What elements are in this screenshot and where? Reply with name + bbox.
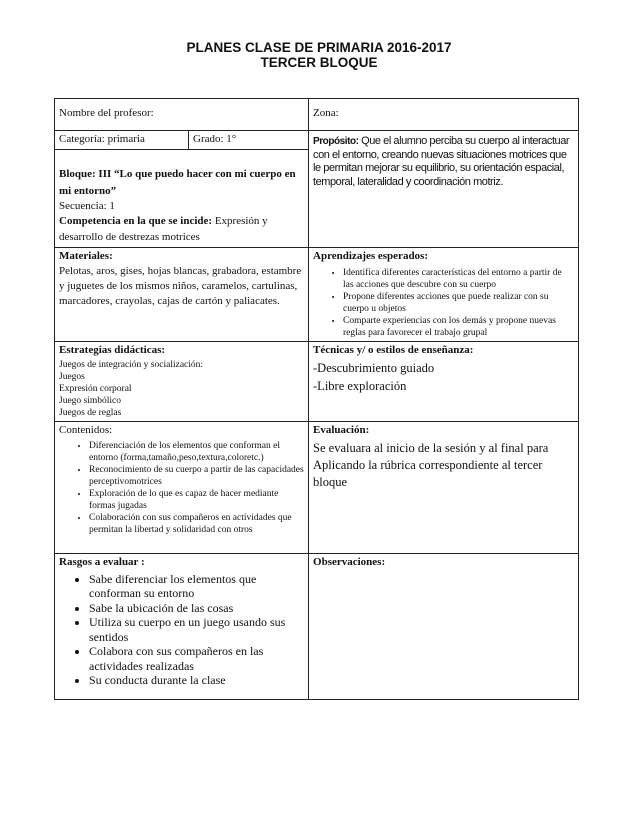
estrategia-line: Juego simbólico	[59, 396, 122, 406]
list-item: • Comparte experiencias con los demás y propone nuevas reglas para favorecer el trabajo grupal	[343, 315, 574, 339]
cell-evaluacion	[309, 422, 579, 554]
list-item: • Utiliza su cuerpo en un juego usando sus sentidos	[89, 615, 304, 644]
estrategia-line: Juegos de integración y socialización:	[59, 360, 204, 370]
list-item: • Propone diferentes acciones que puede realizar con su cuerpo u objetos	[343, 291, 574, 315]
estrategias-label: Estrategias didácticas:	[59, 343, 166, 356]
row-categoria	[55, 131, 579, 150]
list-item: • Colabora con sus compañeros en las actividades realizadas	[89, 644, 304, 673]
evaluacion-text: Se evaluara al inicio de la sesión y al final para Aplicando la rúbrica correspondiente al tercer bloque	[313, 440, 549, 489]
lesson-plan-table	[54, 98, 579, 700]
list-item: • Sabe la ubicación de las cosas	[89, 601, 304, 616]
evaluacion-label: Evaluación:	[313, 424, 370, 436]
proposito-text: Que el alumno perciba su cuerpo al interactuar con el entorno, creando nuevas situaciones motrices que le permitan mejorar su equilibrio, su orientación espacial, temporal, lateralidad y coordinación motriz.	[313, 135, 570, 188]
rasgos-list	[59, 572, 304, 688]
proposito-label: Propósito:	[313, 136, 359, 147]
cell-tecnicas	[309, 341, 579, 422]
estrategia-line: Expresión corporal	[59, 384, 132, 394]
row-profesor-zona	[55, 99, 579, 131]
grado-text: Grado: 1°	[193, 133, 237, 145]
list-item: • Colaboración con sus compañeros en actividades que permitan la libertad y solidaridad con otros	[89, 512, 304, 536]
list-item: • Sabe diferenciar los elementos que conforman su entorno	[89, 572, 304, 601]
cell-bloque	[55, 149, 309, 248]
row-materiales	[55, 248, 579, 342]
materiales-text: Pelotas, aros, gises, hojas blancas, grabadora, estambre y juguetes de los mismos niños, caramelos, cartulinas, marcadores, crayolas, cajas de cartón y paliacates.	[59, 264, 302, 307]
competencia-label: Competencia en la que se incide:	[59, 215, 213, 227]
cell-zona	[309, 99, 579, 131]
cell-rasgos	[55, 554, 309, 700]
observaciones-label: Observaciones:	[313, 556, 386, 568]
document-title: PLANES CLASE DE PRIMARIA 2016-2017	[186, 40, 452, 55]
tecnica-line: -Descubrimiento guiado	[313, 361, 435, 375]
zona-label: Zona:	[313, 107, 339, 119]
cell-profesor	[55, 99, 309, 131]
list-item: • Su conducta durante la clase	[89, 673, 304, 688]
rasgos-label: Rasgos a evaluar :	[59, 556, 145, 568]
secuencia-text: Secuencia: 1	[59, 199, 115, 212]
cell-aprendizajes	[309, 248, 579, 342]
categoria-text: Categoría: primaria	[59, 133, 145, 145]
cell-proposito	[309, 131, 579, 248]
cell-materiales	[55, 248, 309, 342]
tecnicas-label: Técnicas y/ o estilos de enseñanza:	[313, 343, 474, 356]
tecnica-line: -Libre exploración	[313, 379, 407, 393]
aprendizajes-list	[313, 267, 574, 339]
estrategia-line: Juegos	[59, 372, 85, 382]
competencia-text: Expresión y desarrollo de destrezas motrices	[59, 215, 268, 243]
row-contenidos	[55, 422, 579, 554]
row-estrategias	[55, 341, 579, 422]
profesor-label: Nombre del profesor:	[59, 107, 154, 119]
competencia	[59, 213, 304, 245]
estrategia-line: Juegos de reglas	[59, 408, 122, 418]
contenidos-list	[59, 440, 304, 536]
list-item: • Diferenciación de los elementos que conforman el entorno (forma,tamaño,peso,textura,coloretc.)	[89, 440, 304, 464]
row-rasgos	[55, 554, 579, 700]
cell-contenidos	[55, 422, 309, 554]
document-subtitle: TERCER BLOQUE	[260, 55, 378, 70]
cell-grado	[189, 131, 309, 150]
aprendizajes-label: Aprendizajes esperados:	[313, 250, 428, 262]
cell-observaciones	[309, 554, 579, 700]
cell-categoria	[55, 131, 189, 150]
list-item: • Exploración de lo que es capaz de hacer mediante formas jugadas	[89, 488, 304, 512]
materiales-label: Materiales:	[59, 250, 113, 262]
cell-estrategias	[55, 341, 309, 422]
list-item: • Reconocimiento de su cuerpo a partir de las capacidades perceptivomotrices	[89, 464, 304, 488]
list-item: • Identifica diferentes características del entorno a partir de las acciones que descubre con su cuerpo	[343, 267, 574, 291]
contenidos-label: Contenidos:	[59, 424, 113, 436]
bloque-label: Bloque: III “Lo que puedo hacer con mi cuerpo en mi entorno”	[59, 167, 296, 197]
